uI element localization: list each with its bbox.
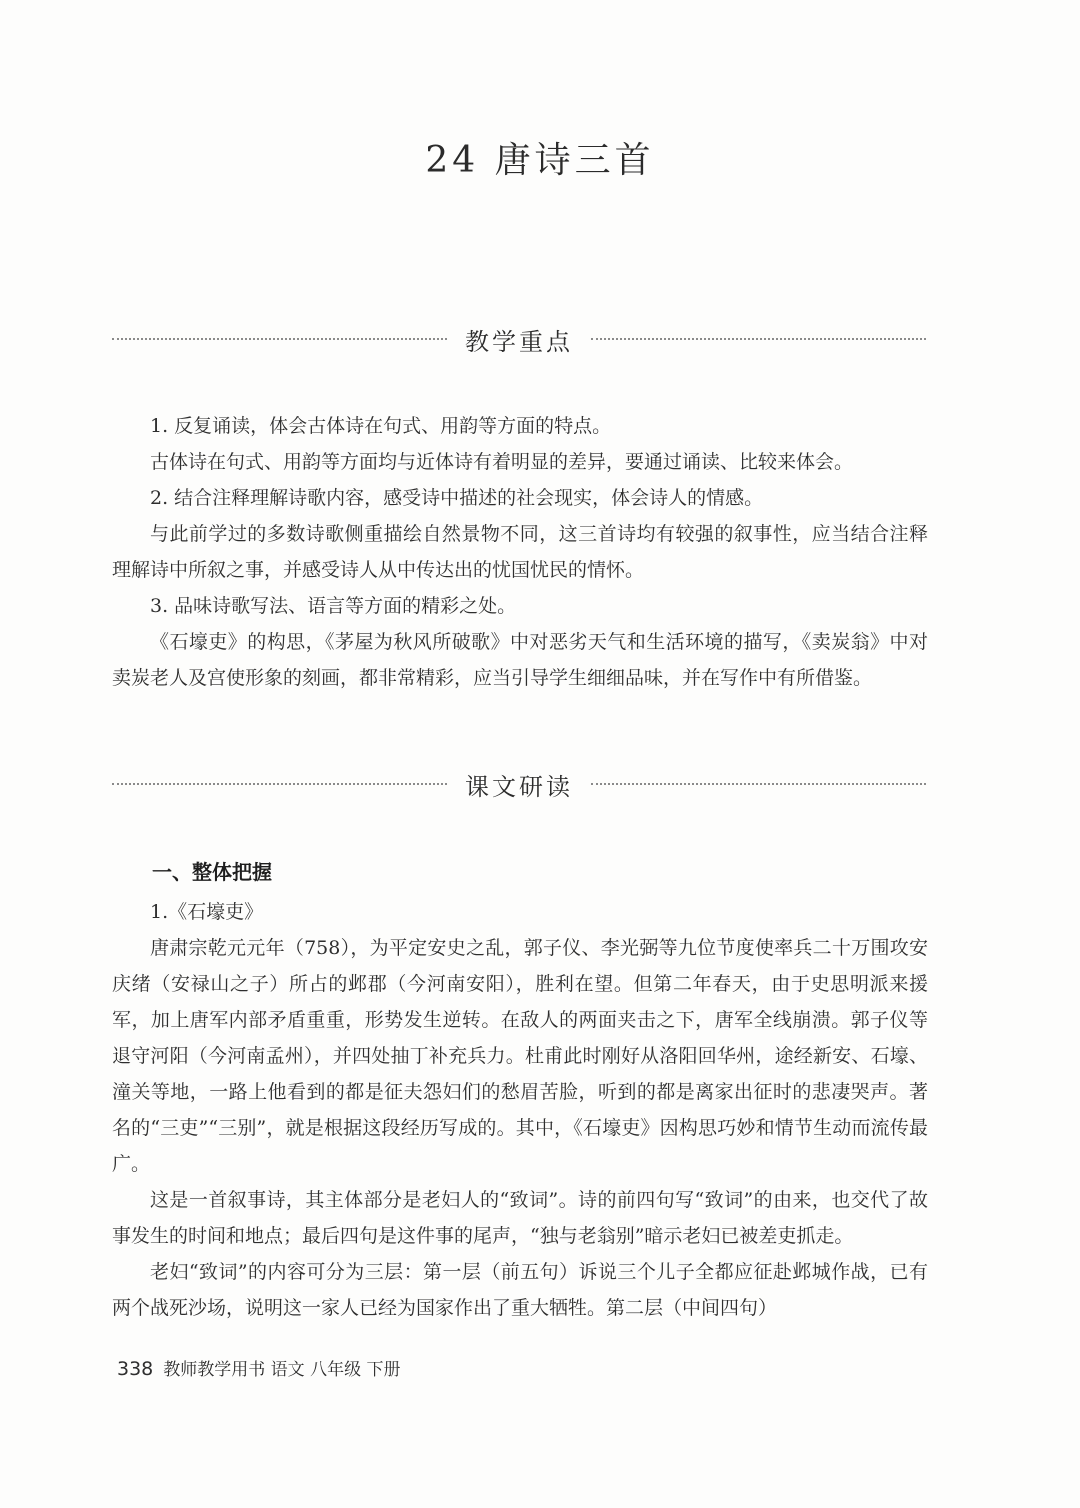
teaching-focus-body xyxy=(112,408,928,696)
paragraph: 《石壕吏》的构思，《茅屋为秋风所破歌》中对恶劣天气和生活环境的描写，《卖炭翁》中对卖炭老人及宫使形象的刻画，都非常精彩，应当引导学生细细品味，并在写作中有所借鉴。 xyxy=(112,631,928,689)
dotted-rule-left xyxy=(112,783,447,785)
dotted-rule-left xyxy=(112,338,447,340)
text-study-body xyxy=(112,854,928,1326)
dotted-rule-right xyxy=(591,783,926,785)
paragraph: 1.《石壕吏》 xyxy=(150,901,264,923)
dotted-rule-right xyxy=(591,338,926,340)
paragraph: 3. 品味诗歌写法、语言等方面的精彩之处。 xyxy=(150,595,517,617)
paragraph: 老妇“致词”的内容可分为三层：第一层（前五句）诉说三个儿子全都应征赴邺城作战，已有两个战死沙场，说明这一家人已经为国家作出了重大牺牲。第二层（中间四句） xyxy=(112,1261,928,1319)
section-heading: 教学重点 xyxy=(465,327,573,356)
paragraph: 1. 反复诵读，体会古体诗在句式、用韵等方面的特点。 xyxy=(150,415,612,437)
section-header-teaching-focus xyxy=(112,322,926,356)
section-heading: 课文研读 xyxy=(465,772,573,801)
paragraph: 这是一首叙事诗，其主体部分是老妇人的“致词”。诗的前四句写“致词”的由来，也交代了故事发生的时间和地点；最后四句是这件事的尾声，“独与老翁别”暗示老妇已被差吏抓走。 xyxy=(112,1189,928,1247)
page-number: 338 xyxy=(117,1358,154,1380)
section-header-text-study xyxy=(112,767,926,801)
paragraph: 古体诗在句式、用韵等方面均与近体诗有着明显的差异，要通过诵读、比较来体会。 xyxy=(150,451,854,473)
subheading: 一、整体把握 xyxy=(152,860,272,884)
page-footer xyxy=(117,1355,400,1380)
paragraph: 与此前学过的多数诗歌侧重描绘自然景物不同，这三首诗均有较强的叙事性，应当结合注释理解诗中所叙之事，并感受诗人从中传达出的忧国忧民的情怀。 xyxy=(112,523,928,581)
paragraph: 2. 结合注释理解诗歌内容，感受诗中描述的社会现实，体会诗人的情感。 xyxy=(150,487,764,509)
paragraph: 唐肃宗乾元元年（758），为平定安史之乱，郭子仪、李光弼等九位节度使率兵二十万围攻安庆绪（安禄山之子）所占的邺郡（今河南安阳），胜利在望。但第二年春天，由于史思明派来援军，加上唐军内部矛盾重重，形势发生逆转。在敌人的两面夹击之下，唐军全线崩溃。郭子仪等退守河阳（今河南孟州），并四处抽丁补充兵力。杜甫此时刚好从洛阳回华州，途经新安、石壕、潼关等地，一路上他看到的都是征夫怨妇们的愁眉苦脸，听到的都是离家出征时的悲凄哭声。著名的“三吏”“三别”，就是根据这段经历写成的。其中，《石壕吏》因构思巧妙和情节生动而流传最广。 xyxy=(112,937,928,1175)
chapter-title: 24 唐诗三首 xyxy=(425,140,655,181)
book-info: 教师教学用书 语文 八年级 下册 xyxy=(163,1360,401,1380)
